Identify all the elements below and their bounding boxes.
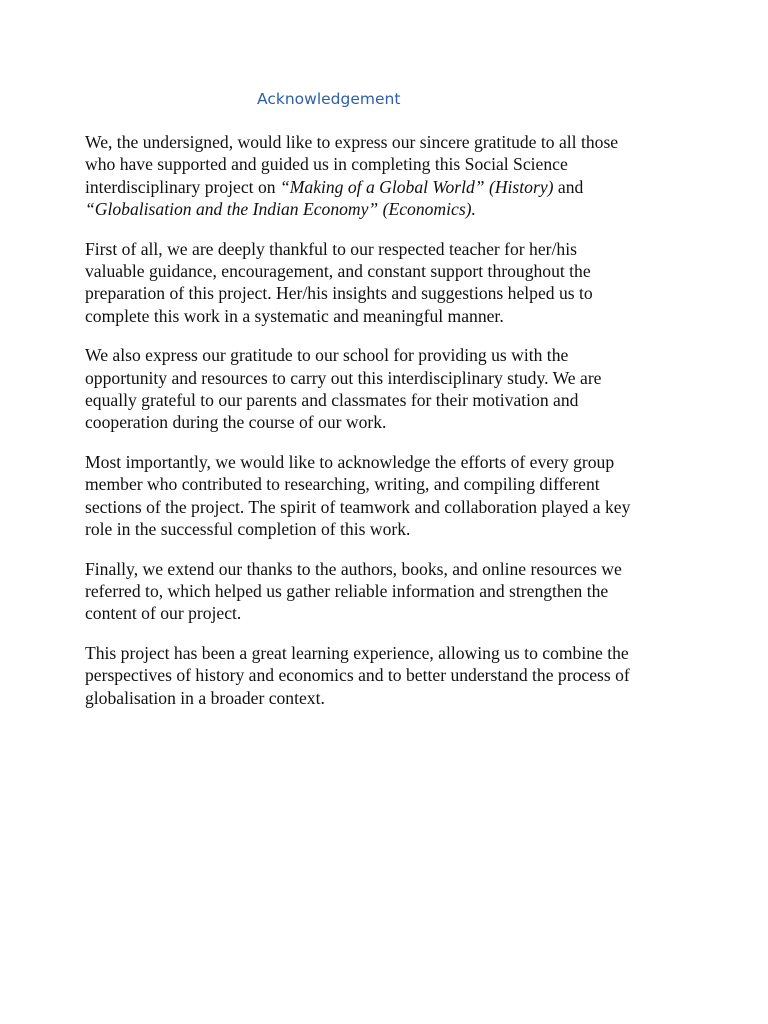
paragraph-conclusion: This project has been a great learning experience, allowing us to combine the perspectives of history and economics and to better understand the process of globalisation in a broader context. — [85, 642, 630, 708]
document-body — [85, 131, 633, 726]
project-title-history: “Making of a Global World” (History) — [279, 176, 554, 197]
paragraph-group-members: Most importantly, we would like to acknowledge the efforts of every group member who contributed to researching, writing, and compiling different sections of the project. The spirit of teamwork and collaboration played a key role in the successful completion of this work. — [85, 451, 631, 540]
paragraph-teacher: First of all, we are deeply thankful to our respected teacher for her/his valuable guidance, encouragement, and constant support throughout the preparation of this project. Her/his insights and suggestions helped us to complete this work in a systematic and meaningful manner. — [85, 238, 593, 326]
page-title: Acknowledgement — [257, 90, 401, 108]
paragraph-intro-text-a: We, the undersigned, would like to express our sincere gratitude to all those who have supported and guided us in completing this Social Science interdisciplinary project on — [85, 132, 619, 197]
paragraph-resources: Finally, we extend our thanks to the authors, books, and online resources we referred to, which helped us gather reliable information and strengthen the content of our project. — [85, 558, 622, 624]
paragraph-school: We also express our gratitude to our school for providing us with the opportunity and resources to carry out this interdisciplinary study. We are equally grateful to our parents and classmates for their motivation and cooperation during the course of our work. — [85, 345, 602, 433]
paragraph-intro — [85, 131, 633, 221]
paragraph-intro-text-b: and — [553, 176, 584, 197]
project-title-economics: “Globalisation and the Indian Economy” (Economics). — [85, 199, 476, 220]
